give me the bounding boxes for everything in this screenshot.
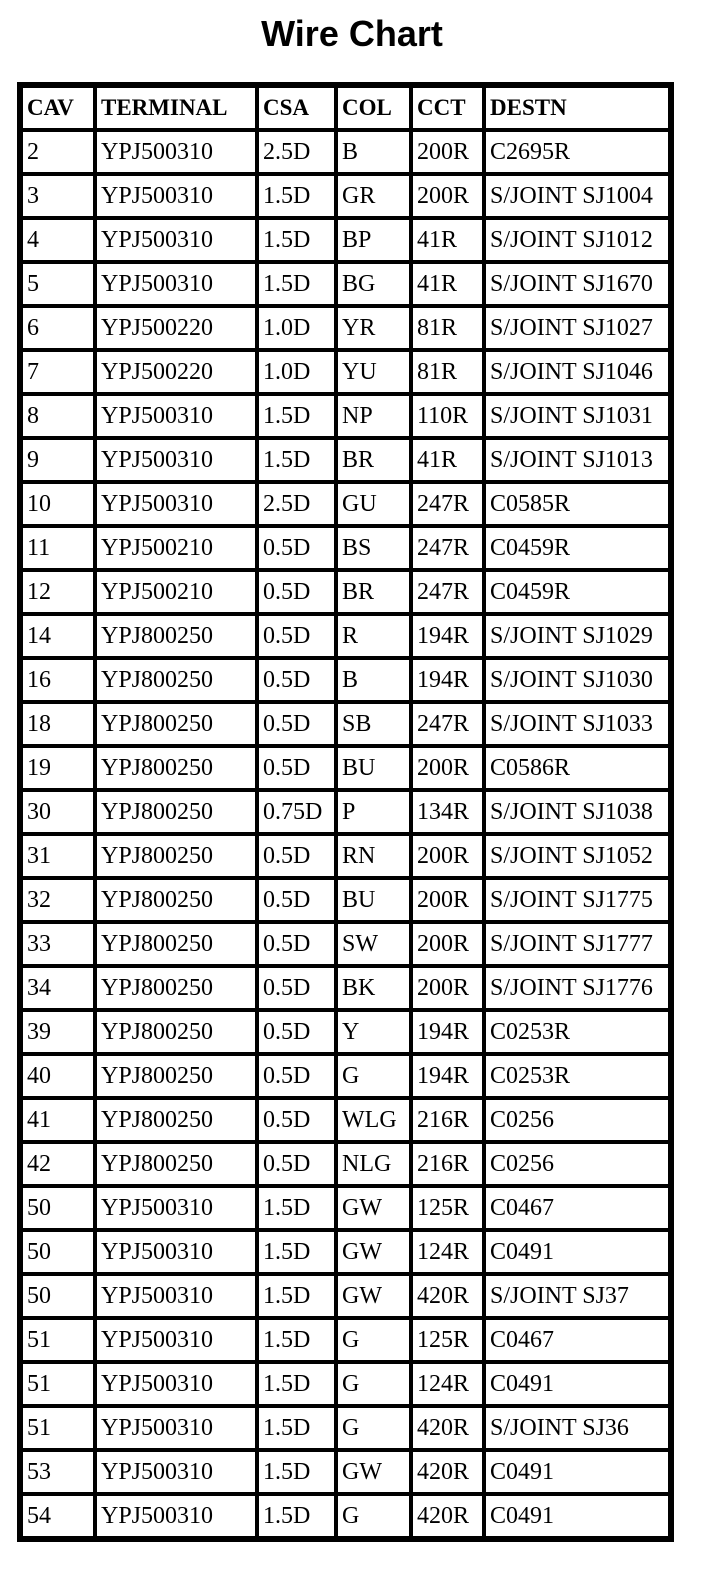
cell-cct: 41R xyxy=(411,262,484,306)
cell-cav: 31 xyxy=(21,834,95,878)
cell-col: B xyxy=(336,658,411,702)
cell-col: BU xyxy=(336,746,411,790)
table-row xyxy=(21,1098,670,1142)
cell-cav: 32 xyxy=(21,878,95,922)
table-row xyxy=(21,1494,670,1538)
cell-csa: 1.5D xyxy=(257,1186,336,1230)
cell-cav: 30 xyxy=(21,790,95,834)
cell-csa: 1.5D xyxy=(257,218,336,262)
cell-cav: 53 xyxy=(21,1450,95,1494)
cell-cav: 19 xyxy=(21,746,95,790)
cell-cav: 9 xyxy=(21,438,95,482)
cell-terminal: YPJ500310 xyxy=(95,130,257,174)
table-row xyxy=(21,1406,670,1450)
cell-destn: S/JOINT SJ1776 xyxy=(484,966,670,1010)
cell-cct: 420R xyxy=(411,1274,484,1318)
cell-col: BP xyxy=(336,218,411,262)
cell-cct: 420R xyxy=(411,1494,484,1538)
cell-csa: 2.5D xyxy=(257,130,336,174)
table-body xyxy=(21,130,670,1538)
cell-cav: 5 xyxy=(21,262,95,306)
cell-col: YU xyxy=(336,350,411,394)
cell-terminal: YPJ500310 xyxy=(95,1186,257,1230)
table-row xyxy=(21,746,670,790)
table-row xyxy=(21,306,670,350)
cell-destn: C0491 xyxy=(484,1450,670,1494)
cell-cav: 6 xyxy=(21,306,95,350)
cell-terminal: YPJ800250 xyxy=(95,658,257,702)
cell-col: NLG xyxy=(336,1142,411,1186)
cell-destn: C2695R xyxy=(484,130,670,174)
cell-destn: S/JOINT SJ1038 xyxy=(484,790,670,834)
cell-cct: 134R xyxy=(411,790,484,834)
cell-destn: C0256 xyxy=(484,1098,670,1142)
cell-cav: 51 xyxy=(21,1362,95,1406)
cell-terminal: YPJ800250 xyxy=(95,1142,257,1186)
cell-cav: 34 xyxy=(21,966,95,1010)
cell-destn: S/JOINT SJ1033 xyxy=(484,702,670,746)
cell-cav: 40 xyxy=(21,1054,95,1098)
cell-cav: 50 xyxy=(21,1186,95,1230)
table-row xyxy=(21,1318,670,1362)
cell-csa: 1.5D xyxy=(257,1362,336,1406)
cell-terminal: YPJ500310 xyxy=(95,482,257,526)
cell-csa: 0.5D xyxy=(257,1098,336,1142)
cell-cav: 16 xyxy=(21,658,95,702)
cell-cav: 18 xyxy=(21,702,95,746)
cell-cct: 200R xyxy=(411,130,484,174)
cell-csa: 0.5D xyxy=(257,658,336,702)
cell-csa: 1.5D xyxy=(257,1230,336,1274)
cell-csa: 0.5D xyxy=(257,1054,336,1098)
cell-destn: S/JOINT SJ1030 xyxy=(484,658,670,702)
table-row xyxy=(21,1186,670,1230)
cell-csa: 1.5D xyxy=(257,438,336,482)
table-row xyxy=(21,526,670,570)
cell-col: G xyxy=(336,1318,411,1362)
cell-col: RN xyxy=(336,834,411,878)
table-row xyxy=(21,1142,670,1186)
cell-destn: C0253R xyxy=(484,1054,670,1098)
header-cct: CCT xyxy=(411,86,484,130)
cell-col: BK xyxy=(336,966,411,1010)
cell-col: GW xyxy=(336,1450,411,1494)
cell-col: Y xyxy=(336,1010,411,1054)
cell-terminal: YPJ800250 xyxy=(95,922,257,966)
cell-terminal: YPJ800250 xyxy=(95,966,257,1010)
cell-col: SB xyxy=(336,702,411,746)
cell-col: BG xyxy=(336,262,411,306)
cell-destn: S/JOINT SJ1013 xyxy=(484,438,670,482)
cell-terminal: YPJ800250 xyxy=(95,790,257,834)
cell-terminal: YPJ500310 xyxy=(95,218,257,262)
cell-destn: C0586R xyxy=(484,746,670,790)
header-csa: CSA xyxy=(257,86,336,130)
table-row xyxy=(21,1450,670,1494)
cell-cav: 3 xyxy=(21,174,95,218)
cell-col: NP xyxy=(336,394,411,438)
cell-cav: 4 xyxy=(21,218,95,262)
cell-col: G xyxy=(336,1054,411,1098)
cell-cct: 216R xyxy=(411,1098,484,1142)
cell-cav: 41 xyxy=(21,1098,95,1142)
cell-terminal: YPJ500210 xyxy=(95,526,257,570)
cell-csa: 1.0D xyxy=(257,350,336,394)
cell-cct: 110R xyxy=(411,394,484,438)
cell-terminal: YPJ500310 xyxy=(95,1318,257,1362)
cell-col: BU xyxy=(336,878,411,922)
table-row xyxy=(21,438,670,482)
cell-destn: S/JOINT SJ37 xyxy=(484,1274,670,1318)
cell-destn: S/JOINT SJ1046 xyxy=(484,350,670,394)
cell-terminal: YPJ800250 xyxy=(95,1098,257,1142)
cell-cav: 51 xyxy=(21,1406,95,1450)
cell-terminal: YPJ500310 xyxy=(95,262,257,306)
cell-col: BR xyxy=(336,438,411,482)
cell-cct: 81R xyxy=(411,306,484,350)
cell-cct: 247R xyxy=(411,526,484,570)
table-row xyxy=(21,570,670,614)
cell-cct: 216R xyxy=(411,1142,484,1186)
cell-cav: 54 xyxy=(21,1494,95,1538)
cell-terminal: YPJ500310 xyxy=(95,1274,257,1318)
cell-terminal: YPJ500310 xyxy=(95,174,257,218)
cell-destn: C0467 xyxy=(484,1186,670,1230)
table-row xyxy=(21,702,670,746)
cell-csa: 0.5D xyxy=(257,878,336,922)
cell-cct: 194R xyxy=(411,658,484,702)
cell-col: R xyxy=(336,614,411,658)
cell-cct: 194R xyxy=(411,614,484,658)
cell-cav: 2 xyxy=(21,130,95,174)
cell-csa: 1.5D xyxy=(257,1274,336,1318)
page-title: Wire Chart xyxy=(261,13,443,54)
cell-terminal: YPJ800250 xyxy=(95,702,257,746)
header-terminal: TERMINAL xyxy=(95,86,257,130)
cell-destn: S/JOINT SJ1029 xyxy=(484,614,670,658)
cell-terminal: YPJ800250 xyxy=(95,878,257,922)
cell-col: GW xyxy=(336,1274,411,1318)
cell-destn: C0491 xyxy=(484,1362,670,1406)
cell-col: GW xyxy=(336,1230,411,1274)
table-row xyxy=(21,174,670,218)
header-destn: DESTN xyxy=(484,86,670,130)
cell-cav: 33 xyxy=(21,922,95,966)
table-row xyxy=(21,262,670,306)
cell-cct: 194R xyxy=(411,1010,484,1054)
table-row xyxy=(21,482,670,526)
table-row xyxy=(21,394,670,438)
cell-col: G xyxy=(336,1494,411,1538)
table-row xyxy=(21,350,670,394)
cell-cav: 12 xyxy=(21,570,95,614)
cell-terminal: YPJ800250 xyxy=(95,1010,257,1054)
cell-csa: 1.5D xyxy=(257,1318,336,1362)
cell-destn: S/JOINT SJ1027 xyxy=(484,306,670,350)
cell-csa: 0.5D xyxy=(257,746,336,790)
cell-cct: 420R xyxy=(411,1450,484,1494)
cell-cct: 200R xyxy=(411,966,484,1010)
cell-destn: S/JOINT SJ1004 xyxy=(484,174,670,218)
cell-destn: C0467 xyxy=(484,1318,670,1362)
cell-terminal: YPJ500310 xyxy=(95,1362,257,1406)
table-row xyxy=(21,218,670,262)
cell-col: GR xyxy=(336,174,411,218)
cell-cct: 200R xyxy=(411,174,484,218)
cell-destn: S/JOINT SJ1777 xyxy=(484,922,670,966)
table-row xyxy=(21,790,670,834)
cell-col: BR xyxy=(336,570,411,614)
cell-cct: 200R xyxy=(411,922,484,966)
cell-csa: 1.0D xyxy=(257,306,336,350)
cell-destn: S/JOINT SJ1031 xyxy=(484,394,670,438)
cell-col: GW xyxy=(336,1186,411,1230)
cell-destn: C0256 xyxy=(484,1142,670,1186)
cell-destn: S/JOINT SJ1012 xyxy=(484,218,670,262)
cell-csa: 0.5D xyxy=(257,966,336,1010)
cell-terminal: YPJ800250 xyxy=(95,746,257,790)
cell-cct: 200R xyxy=(411,746,484,790)
cell-csa: 0.5D xyxy=(257,570,336,614)
cell-col: P xyxy=(336,790,411,834)
cell-cav: 39 xyxy=(21,1010,95,1054)
cell-cct: 125R xyxy=(411,1186,484,1230)
cell-terminal: YPJ500310 xyxy=(95,1494,257,1538)
cell-terminal: YPJ800250 xyxy=(95,834,257,878)
cell-col: G xyxy=(336,1406,411,1450)
cell-csa: 0.5D xyxy=(257,1142,336,1186)
cell-destn: C0253R xyxy=(484,1010,670,1054)
cell-cav: 51 xyxy=(21,1318,95,1362)
cell-cct: 124R xyxy=(411,1230,484,1274)
cell-col: WLG xyxy=(336,1098,411,1142)
cell-cct: 41R xyxy=(411,438,484,482)
cell-cav: 50 xyxy=(21,1230,95,1274)
cell-destn: C0491 xyxy=(484,1494,670,1538)
header-row xyxy=(21,86,670,130)
cell-cct: 194R xyxy=(411,1054,484,1098)
cell-csa: 1.5D xyxy=(257,394,336,438)
cell-csa: 1.5D xyxy=(257,1450,336,1494)
cell-terminal: YPJ500310 xyxy=(95,394,257,438)
table-row xyxy=(21,966,670,1010)
cell-cct: 200R xyxy=(411,878,484,922)
cell-csa: 0.5D xyxy=(257,922,336,966)
cell-cav: 50 xyxy=(21,1274,95,1318)
table-row xyxy=(21,1362,670,1406)
table-row xyxy=(21,1230,670,1274)
cell-destn: S/JOINT SJ36 xyxy=(484,1406,670,1450)
cell-csa: 0.5D xyxy=(257,834,336,878)
cell-csa: 0.75D xyxy=(257,790,336,834)
table-row xyxy=(21,658,670,702)
cell-destn: C0585R xyxy=(484,482,670,526)
cell-terminal: YPJ500220 xyxy=(95,350,257,394)
table-row xyxy=(21,878,670,922)
table-row xyxy=(21,614,670,658)
header-cav: CAV xyxy=(21,86,95,130)
cell-csa: 1.5D xyxy=(257,1494,336,1538)
cell-col: B xyxy=(336,130,411,174)
cell-col: BS xyxy=(336,526,411,570)
cell-csa: 0.5D xyxy=(257,526,336,570)
table-row xyxy=(21,922,670,966)
cell-terminal: YPJ500310 xyxy=(95,1450,257,1494)
cell-cav: 7 xyxy=(21,350,95,394)
cell-destn: C0491 xyxy=(484,1230,670,1274)
cell-terminal: YPJ500310 xyxy=(95,1406,257,1450)
table-row xyxy=(21,1010,670,1054)
table-row xyxy=(21,130,670,174)
cell-terminal: YPJ800250 xyxy=(95,614,257,658)
cell-terminal: YPJ500220 xyxy=(95,306,257,350)
cell-csa: 1.5D xyxy=(257,174,336,218)
cell-csa: 0.5D xyxy=(257,614,336,658)
cell-cct: 420R xyxy=(411,1406,484,1450)
table-header xyxy=(21,86,670,130)
cell-cct: 247R xyxy=(411,482,484,526)
cell-csa: 0.5D xyxy=(257,1010,336,1054)
cell-cav: 14 xyxy=(21,614,95,658)
cell-terminal: YPJ500210 xyxy=(95,570,257,614)
cell-cct: 81R xyxy=(411,350,484,394)
header-col: COL xyxy=(336,86,411,130)
cell-col: G xyxy=(336,1362,411,1406)
cell-destn: C0459R xyxy=(484,526,670,570)
cell-cav: 10 xyxy=(21,482,95,526)
cell-csa: 0.5D xyxy=(257,702,336,746)
cell-destn: S/JOINT SJ1670 xyxy=(484,262,670,306)
cell-col: SW xyxy=(336,922,411,966)
table-row xyxy=(21,1274,670,1318)
cell-destn: S/JOINT SJ1775 xyxy=(484,878,670,922)
cell-cct: 247R xyxy=(411,702,484,746)
cell-cav: 11 xyxy=(21,526,95,570)
cell-cct: 125R xyxy=(411,1318,484,1362)
cell-cct: 41R xyxy=(411,218,484,262)
cell-terminal: YPJ800250 xyxy=(95,1054,257,1098)
cell-cct: 247R xyxy=(411,570,484,614)
table-row xyxy=(21,1054,670,1098)
cell-col: YR xyxy=(336,306,411,350)
cell-destn: C0459R xyxy=(484,570,670,614)
cell-cct: 200R xyxy=(411,834,484,878)
cell-csa: 1.5D xyxy=(257,1406,336,1450)
cell-cav: 8 xyxy=(21,394,95,438)
wire-chart-table xyxy=(17,82,674,1542)
cell-csa: 2.5D xyxy=(257,482,336,526)
cell-col: GU xyxy=(336,482,411,526)
cell-cav: 42 xyxy=(21,1142,95,1186)
cell-terminal: YPJ500310 xyxy=(95,1230,257,1274)
cell-destn: S/JOINT SJ1052 xyxy=(484,834,670,878)
cell-cct: 124R xyxy=(411,1362,484,1406)
table-row xyxy=(21,834,670,878)
cell-csa: 1.5D xyxy=(257,262,336,306)
cell-terminal: YPJ500310 xyxy=(95,438,257,482)
